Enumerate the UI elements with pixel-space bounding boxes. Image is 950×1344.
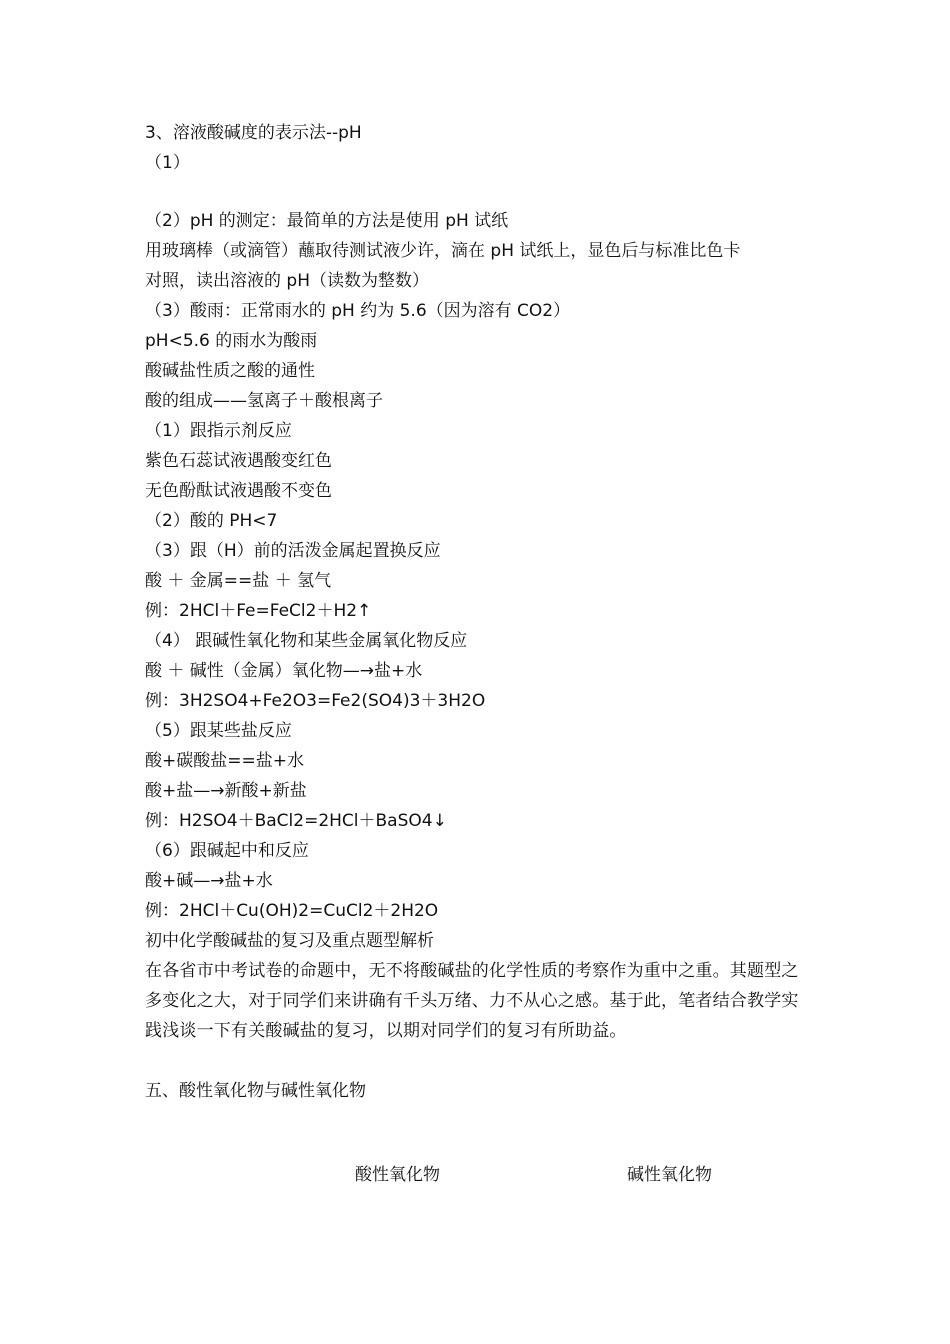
text-line: 例：2HCl＋Fe=FeCl2＋H2↑ <box>145 601 372 621</box>
intro-paragraph: 在各省市中考试卷的命题中，无不将酸碱盐的化学性质的考察作为重中之重。其题型之多变化之大，对于同学们来讲确有千头万绪、力不从心之感。基于此，笔者结合教学实践浅谈一下有关酸碱盐的复习，以期对同学们的复习有所助益。 <box>145 961 799 1041</box>
blank-space <box>145 178 815 206</box>
text-line: （3）跟（H）前的活泼金属起置换反应 <box>145 541 441 561</box>
text-line: （3）酸雨：正常雨水的 pH 约为 5.6（因为溶有 CO2） <box>145 301 571 321</box>
text-line: （2）pH 的测定：最简单的方法是使用 pH 试纸 <box>145 211 509 231</box>
text-line: （1）跟指示剂反应 <box>145 421 292 441</box>
text-line: 用玻璃棒（或滴管）蘸取待测试液少许，滴在 pH 试纸上，显色后与标准比色卡 <box>145 241 741 261</box>
text-line: （4） 跟碱性氧化物和某些金属氧化物反应 <box>145 631 468 651</box>
document-body <box>145 118 815 1106</box>
text-line: 酸 ＋ 金属==盐 ＋ 氢气 <box>145 571 332 591</box>
text-line: pH<5.6 的雨水为酸雨 <box>145 331 318 351</box>
text-line: 例：2HCl＋Cu(OH)2=CuCl2＋2H2O <box>145 901 439 921</box>
text-line: 例：H2SO4＋BaCl2=2HCl＋BaSO4↓ <box>145 811 447 831</box>
text-line: 酸+碱—→盐+水 <box>145 871 273 891</box>
text-line: （1） <box>145 153 190 173</box>
section-title: 五、酸性氧化物与碱性氧化物 <box>145 1081 366 1101</box>
text-line: 紫色石蕊试液遇酸变红色 <box>145 451 332 471</box>
text-line: （5）跟某些盐反应 <box>145 721 292 741</box>
text-line: 无色酚酞试液遇酸不变色 <box>145 481 332 501</box>
text-line: 3、溶液酸碱度的表示法--pH <box>145 123 362 143</box>
text-line: 酸+碳酸盐==盐+水 <box>145 751 304 771</box>
table-header-acidic-oxide: 酸性氧化物 <box>355 1165 440 1185</box>
text-line: 对照，读出溶液的 pH（读数为整数） <box>145 271 429 291</box>
text-line: 初中化学酸碱盐的复习及重点题型解析 <box>145 931 434 951</box>
text-line: （2）酸的 PH<7 <box>145 511 278 531</box>
table-header-basic-oxide: 碱性氧化物 <box>627 1165 712 1185</box>
blank-space <box>145 1046 815 1076</box>
text-line: （6）跟碱起中和反应 <box>145 841 309 861</box>
text-line: 酸碱盐性质之酸的通性 <box>145 361 315 381</box>
text-line: 酸+盐—→新酸+新盐 <box>145 781 307 801</box>
text-line: 酸的组成——氢离子＋酸根离子 <box>145 391 383 411</box>
text-line: 酸 ＋ 碱性（金属）氧化物—→盐+水 <box>145 661 423 681</box>
text-line: 例：3H2SO4+Fe2O3=Fe2(SO4)3＋3H2O <box>145 691 486 711</box>
oxide-table-header <box>0 1160 950 1190</box>
